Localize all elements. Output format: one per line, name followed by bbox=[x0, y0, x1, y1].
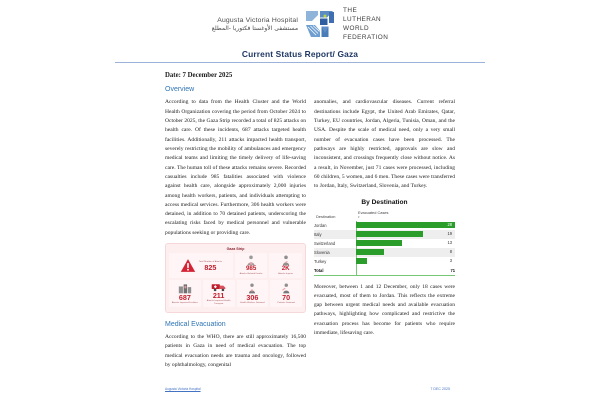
title-divider bbox=[115, 62, 485, 63]
federation-name-block bbox=[343, 6, 388, 42]
page-title: Current Status Report/ Gaza bbox=[241, 49, 359, 60]
stat-caption-patients-detained: Patients Detained bbox=[277, 301, 295, 304]
stat-tile-transport bbox=[203, 280, 235, 307]
stat-value-total-attacks: 825 bbox=[204, 262, 217, 272]
chart-bar-value: 3 bbox=[449, 257, 452, 263]
gaza-statistics-infographic bbox=[165, 243, 306, 313]
chart-total-label: Total bbox=[314, 266, 356, 275]
stat-caption-transport: Attacks Impacted Health Transport bbox=[206, 300, 231, 305]
chart-bar-wrap bbox=[356, 239, 455, 248]
stat-value-injuries: 2K bbox=[281, 265, 290, 273]
stat-caption-deaths: Attacks Related Deaths bbox=[239, 273, 263, 276]
stat-tile-patients-detained bbox=[270, 280, 302, 307]
chart-bar-wrap bbox=[356, 248, 455, 257]
detained-patient-icon bbox=[281, 283, 291, 294]
sort-indicator-icon: ▾ bbox=[358, 214, 360, 219]
chart-header-row bbox=[314, 209, 455, 221]
medical-evacuation-paragraph: According to the WHO, there are still approximately 16,500 patients in Gaza in need of medical evacuation. The top medical evacuation needs are trauma and oncology, followed by ophthalmology, congenital bbox=[165, 334, 306, 368]
left-column bbox=[165, 98, 306, 374]
stat-caption-injuries: Attacks Injuries bbox=[278, 273, 294, 276]
chart-table bbox=[314, 209, 455, 275]
hospital-name-arabic: مستشفى الأوغستا فكتوريا -المطلع bbox=[211, 24, 299, 32]
report-date: Date: 7 December 2025 bbox=[165, 72, 233, 80]
stat-value-deaths: 985 bbox=[245, 265, 257, 273]
chart-bar bbox=[356, 231, 423, 238]
infographic-row-bottom bbox=[169, 280, 302, 307]
referral-destinations-paragraph: anomalies, and cardiovascular diseases. Current referral destinations include Egypt, the United Arab Emirates, Qatar, Turkey, EU countries, Jordan, Algeria, Tunisia, Oman, and the USA. Despite the scale of medical need, only a very small number of evacuation cases have been processed. The pathways are highly restricted, approvals are slow and inconsistent, and crossings frequently close without notice. As a result, in November, just 71 cases were processed, including 60 children, 5 women, and 6 men. These cases were transferred to Jordan, Italy, Switzerland, Slovenia, and Turkey. bbox=[314, 99, 455, 190]
page-footer bbox=[165, 387, 450, 391]
chart-bar bbox=[356, 222, 455, 229]
stat-caption-total-attacks: Total Number of Attacks bbox=[198, 261, 222, 264]
hospital-building-icon bbox=[178, 283, 192, 294]
chart-bar bbox=[356, 258, 367, 265]
chart-row-label: Switzerland bbox=[314, 240, 336, 246]
stat-tile-total-attacks bbox=[169, 253, 233, 278]
chart-bar bbox=[356, 249, 384, 256]
stat-value-facilities: 687 bbox=[178, 292, 191, 302]
chart-bar-value: 8 bbox=[449, 248, 452, 254]
chart-bar-value: 28 bbox=[447, 221, 452, 227]
chart-column-evacuated-cases bbox=[356, 209, 455, 221]
infographic-title: Gaza Strip bbox=[226, 247, 245, 252]
federation-line-4: FEDERATION bbox=[343, 34, 389, 42]
hospital-name-block bbox=[212, 16, 298, 33]
overview-heading: Overview bbox=[165, 86, 195, 94]
page-header bbox=[0, 0, 600, 42]
chart-row bbox=[314, 230, 455, 239]
two-column-layout bbox=[165, 98, 455, 374]
chart-row-label: Italy bbox=[314, 230, 356, 239]
stat-value-patients-detained: 70 bbox=[282, 292, 291, 302]
chart-bar-wrap bbox=[356, 257, 455, 266]
federation-line-1: THE bbox=[343, 7, 358, 14]
document-body bbox=[165, 72, 455, 374]
stat-tile-facilities bbox=[169, 280, 201, 307]
chart-total-row bbox=[314, 266, 455, 275]
december-evacuations-paragraph: Moreover, between 1 and 12 December, only 18 cases were evacuated, most of them to Jordan. This reflects the extreme gap between urgent medical needs and available evacuation pathways, highlighting how complicated and restrictive the evacuation process has become for patients who require immediate, lifesaving care. bbox=[314, 283, 455, 337]
chart-row-label: Turkey bbox=[314, 258, 327, 264]
chart-bar-wrap bbox=[356, 221, 455, 230]
overview-paragraph: According to data from the Health Cluster and the World Health Organization covering the period from October 2024 to October 2025, the Gaza Strip recorded a total of 825 attacks on health care. Of these incidents, 687 attacks targeted health facilities. Additionally, 211 attacks impacted health transport, severely restricting the mobility of ambulances and emergency medical teams and limiting the timely delivery of life-saving care. The human toll of these attacks remains severe. Recorded casualties include 985 fatalities associated with violence against health care, alongside approximately 2,000 injuries among health workers, patients, and individuals attempting to access medical services. Furthermore, 306 health workers were detained, in addition to 70 detained patients, underscoring the escalating risks faced by medical personnel and vulnerable populations seeking or providing care. bbox=[165, 99, 306, 236]
chart-rows bbox=[314, 221, 455, 275]
warning-triangle-icon bbox=[180, 258, 196, 273]
chart-row bbox=[314, 248, 455, 257]
stat-tile-injuries bbox=[269, 253, 302, 278]
chart-title: By Destination bbox=[361, 198, 408, 206]
chart-row bbox=[314, 257, 455, 266]
stat-tile-workers-detained bbox=[237, 280, 269, 307]
lutheran-world-federation-logo-icon bbox=[305, 10, 336, 38]
stat-caption-workers-detained: Health Workers Detained bbox=[240, 301, 265, 304]
infographic-row-top bbox=[169, 253, 302, 278]
chart-row-bar-cell bbox=[356, 221, 455, 230]
chart-column-destination: Destination bbox=[316, 213, 336, 219]
footer-date: 7 DEC 2025 bbox=[430, 387, 450, 391]
chart-total-value: 71 bbox=[356, 266, 455, 275]
hospital-name-english: Augusta Victoria Hospital bbox=[217, 16, 299, 24]
chart-bar-value: 19 bbox=[447, 230, 452, 236]
federation-line-2: LUTHERAN bbox=[343, 16, 382, 24]
medical-evacuation-heading: Medical Evacuation bbox=[165, 321, 226, 329]
right-column bbox=[314, 98, 455, 374]
by-destination-chart bbox=[314, 199, 455, 276]
chart-row-bar-cell bbox=[356, 230, 455, 239]
chart-row-bar-cell bbox=[356, 239, 455, 248]
chart-row bbox=[314, 239, 455, 248]
federation-line-3: WORLD bbox=[343, 25, 370, 33]
chart-row-bar-cell bbox=[356, 257, 455, 266]
detained-worker-icon bbox=[247, 283, 257, 294]
chart-bottom-rule bbox=[314, 275, 455, 276]
chart-row-bar-cell bbox=[356, 248, 455, 257]
chart-row bbox=[314, 221, 455, 230]
chart-bar-wrap bbox=[356, 230, 455, 239]
stat-caption-facilities: Attacks Impacted Facilities bbox=[171, 301, 198, 304]
title-section bbox=[115, 49, 485, 63]
footer-link[interactable]: Augusta Victoria Hospital bbox=[165, 387, 201, 391]
chart-bar bbox=[356, 240, 402, 247]
stat-value-workers-detained: 306 bbox=[246, 292, 259, 302]
stat-value-transport: 211 bbox=[212, 290, 225, 300]
chart-bar-value: 13 bbox=[447, 239, 452, 245]
chart-column-evacuated-cases-label: Evacuated Cases bbox=[358, 209, 389, 215]
chart-row-label: Slovenia bbox=[314, 248, 356, 257]
chart-axis-line bbox=[356, 266, 357, 275]
chart-row-label: Jordan bbox=[314, 222, 327, 228]
stat-tile-deaths bbox=[235, 253, 268, 278]
